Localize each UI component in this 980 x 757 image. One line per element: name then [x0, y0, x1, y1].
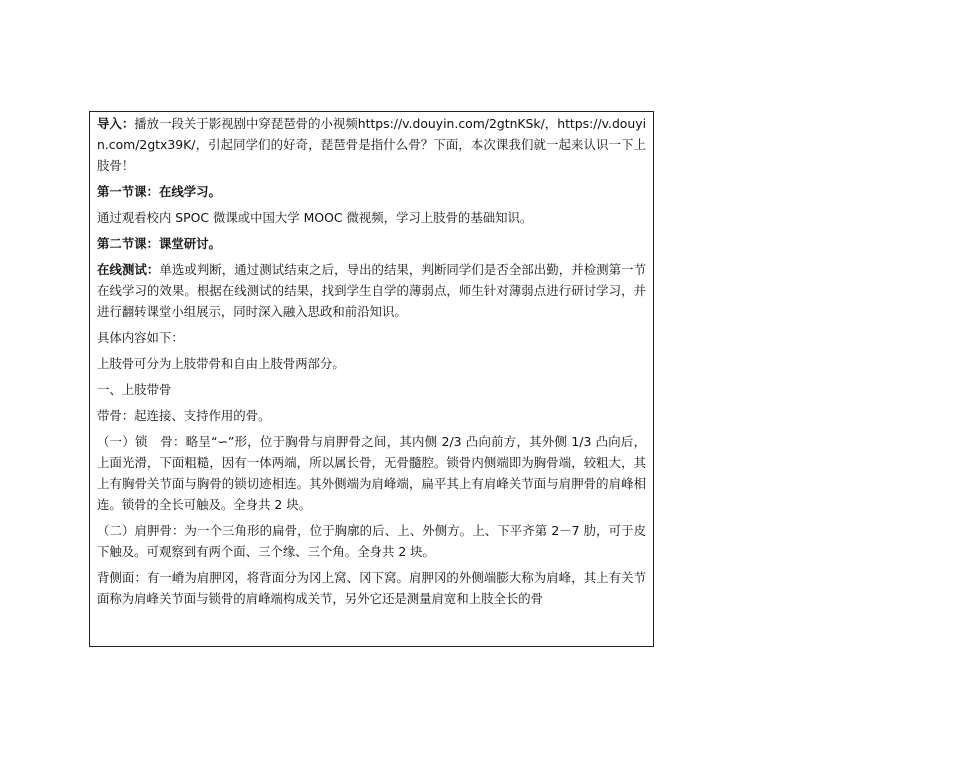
- details-label: 具体内容如下：: [97, 330, 184, 345]
- lesson1-body: 通过观看校内 SPOC 微课或中国大学 MOOC 微视频，学习上肢骨的基础知识。: [97, 210, 533, 225]
- lesson1-heading: 第一节课：在线学习。: [97, 184, 221, 199]
- clavicle-paragraph: （一）锁 骨：略呈“∽”形，位于胸骨与肩胛骨之间，其内侧 2/3 凸向前方，其外侧 1/3 凸向后，上面光滑，下面粗糙，因有一体两端，所以属长骨，无骨髓腔。锁骨内侧端即为胸骨端，较粗大，其上有胸骨关节面与胸骨的锁切迹相连。其外侧端为肩峰端，扁平其上有肩峰关节面与肩胛骨的肩峰相连。锁骨的全长可触及。全身共 2 块。: [97, 434, 646, 512]
- scapula-paragraph: （二）肩胛骨：为一个三角形的扁骨，位于胸廓的后、上、外侧方。上、下平齐第 2－7 肋，可于皮下触及。可观察到有两个面、三个缘、三个角。全身共 2 块。: [97, 523, 646, 559]
- online-test-text: 单选或判断，通过测试结束之后，导出的结果，判断同学们是否全部出勤，并检测第一节在线学习的效果。根据在线测试的结果，找到学生自学的薄弱点，师生针对薄弱点进行研讨学习，并进行翻转课堂小组展示，同时深入融入思政和前沿知识。: [97, 262, 647, 319]
- lesson2-heading: 第二节课：课堂研讨。: [97, 236, 221, 251]
- online-test-paragraph: [97, 259, 646, 322]
- section-one-heading: 一、上肢带骨: [97, 382, 172, 397]
- online-test-label: 在线测试：: [97, 262, 160, 277]
- video-link-1[interactable]: https://v.douyin.com/2gtnKSk/: [357, 116, 545, 131]
- dorsal-surface-paragraph: 背侧面：有一嵴为肩胛冈，将背面分为冈上窝、冈下窝。肩胛冈的外侧端膨大称为肩峰，其上有关节面称为肩峰关节面与锁骨的肩峰端构成关节，另外它还是测量肩宽和上肢全长的骨: [97, 570, 646, 606]
- intro-text-1: 播放一段关于影视剧中穿琵琶骨的小视频: [134, 116, 358, 131]
- document-text-box: [89, 111, 654, 647]
- intro-paragraph: [97, 113, 646, 176]
- intro-separator: ，: [544, 116, 558, 131]
- girdle-definition: 带骨：起连接、支持作用的骨。: [97, 408, 271, 423]
- video-link-2[interactable]: https://v.douyin.com/2gtx39K/: [97, 116, 647, 152]
- intro-label: 导入：: [97, 116, 135, 131]
- division-paragraph: 上肢骨可分为上肢带骨和自由上肢骨两部分。: [97, 356, 345, 371]
- intro-text-2: ，引起同学们的好奇，琵琶骨是指什么骨？下面，本次课我们就一起来认识一下上肢骨！: [97, 137, 646, 173]
